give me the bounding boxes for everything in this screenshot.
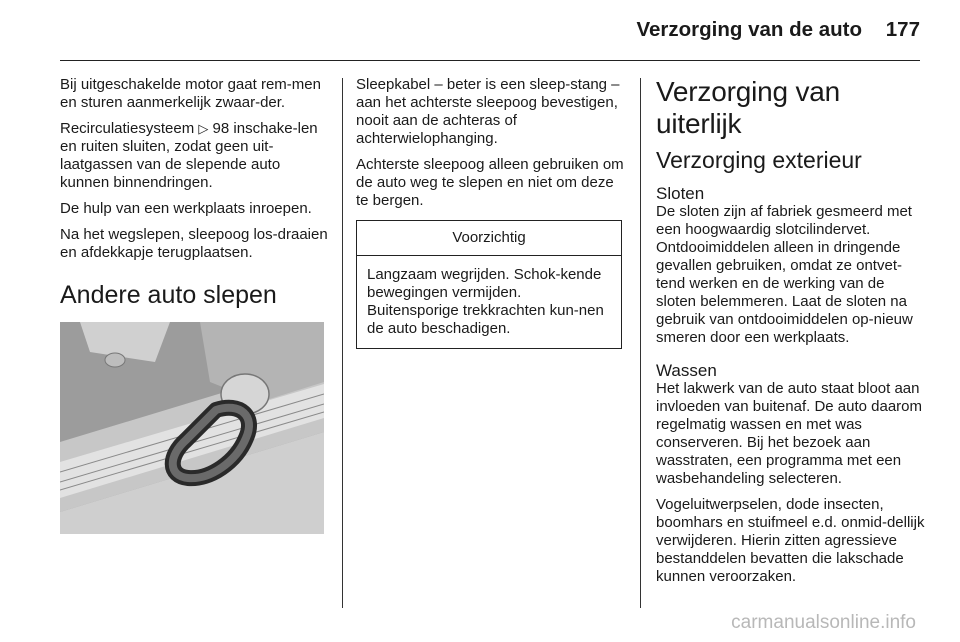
section-heading: Verzorging exterieur — [656, 147, 862, 173]
paragraph: Het lakwerk van de auto staat bloot aan invloeden van buitenaf. De auto daarom regelmatig wassen en met was conserveren. Bij het bezoek aan wasstraten, een programma met een wasbehandeling selecteren. — [656, 380, 923, 487]
running-title: Verzorging van de auto — [636, 18, 862, 41]
towing-eye-drawing — [60, 322, 324, 534]
column-divider-2 — [640, 78, 641, 608]
paragraph: Na het wegslepen, sleepoog los-draaien en afdekkapje terugplaatsen. — [60, 226, 328, 261]
chapter-heading: Verzorging van uiterlijk — [656, 76, 840, 139]
caution-title: Voorzichtig — [357, 221, 621, 256]
subheading-wassen: Wassen — [656, 361, 717, 380]
watermark: carmanualsonline.info — [731, 612, 916, 633]
paragraph: De hulp van een werkplaats inroepen. — [60, 200, 312, 217]
paragraph: Bij uitgeschakelde motor gaat rem-men en sturen aanmerkelijk zwaar-der. — [60, 76, 321, 111]
page-reference-icon: ▷ — [198, 121, 209, 136]
paragraph: Recirculatiesysteem ▷ 98 inschake-len en ruiten sluiten, zodat geen uit-laatgassen van de slepende auto kunnen binnendringen. — [60, 120, 318, 191]
column-divider-1 — [342, 78, 343, 608]
column-3 — [656, 76, 926, 594]
page-number: 177 — [885, 18, 920, 41]
paragraph: Achterste sleepoog alleen gebruiken om de auto weg te slepen en niet om deze te bergen. — [356, 156, 624, 209]
column-1 — [60, 76, 330, 534]
page-header — [0, 0, 960, 58]
caution-box — [356, 220, 622, 349]
header-rule — [60, 60, 920, 61]
caution-text: Langzaam wegrijden. Schok-kende bewegingen vermijden. Buitensporige trekkrachten kun-nen de auto beschadigen. — [367, 266, 604, 337]
subheading-sloten: Sloten — [656, 184, 705, 203]
section-heading: Andere auto slepen — [60, 281, 277, 309]
paragraph: Sleepkabel – beter is een sleep-stang – aan het achterste sleepoog bevestigen, nooit aan de achteras of achterwielophanging. — [356, 76, 620, 147]
towing-eye-illustration — [60, 322, 324, 534]
paragraph: Vogeluitwerpselen, dode insecten, boomhars en stuifmeel e.d. onmid-dellijk verwijderen. Hierin zitten agressieve bestanddelen bevatten die lakschade kunnen veroorzaken. — [656, 496, 925, 585]
paragraph: De sloten zijn af fabriek gesmeerd met een hoogwaardig slotcilindervet. Ontdooimiddelen alleen in dringende gevallen gebruiken, omdat ze ontvet-tend werken en de werking van de sloten belemmeren. Laat de sloten na gebruik van ontdooimiddelen op-nieuw smeren door een werkplaats. — [656, 203, 913, 346]
column-2 — [356, 76, 628, 349]
